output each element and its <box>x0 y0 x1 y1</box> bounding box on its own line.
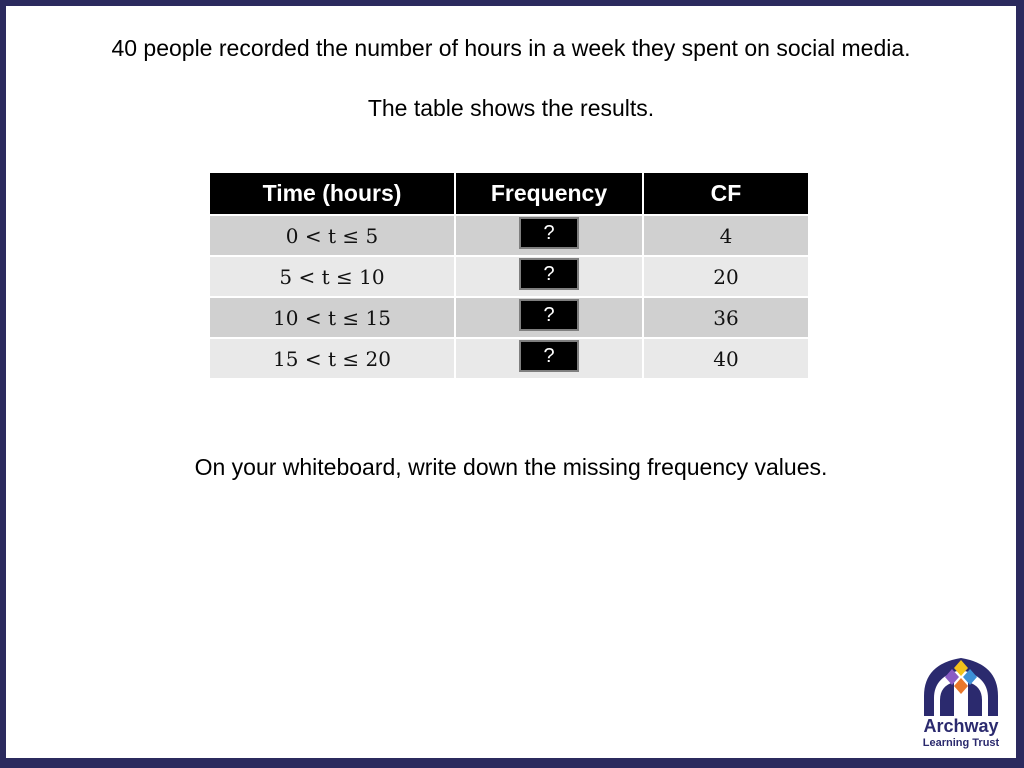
table-row <box>209 215 809 256</box>
frequency-cell <box>455 256 643 297</box>
table-row <box>209 297 809 338</box>
subtitle-text: The table shows the results. <box>367 95 655 121</box>
frequency-cell <box>455 297 643 338</box>
logo-wordmark: Archway <box>923 716 999 736</box>
time-cell: 0 < t ≤ 5 <box>209 215 455 256</box>
hidden-answer-box[interactable]: ? <box>519 340 579 372</box>
cf-cell: 36 <box>643 297 809 338</box>
hidden-answer-box[interactable]: ? <box>519 217 579 249</box>
intro-text: 40 people recorded the number of hours in a week they spent on social media. <box>111 35 911 61</box>
hidden-answer-box[interactable]: ? <box>519 258 579 290</box>
hidden-answer-box[interactable]: ? <box>519 299 579 331</box>
time-cell: 15 < t ≤ 20 <box>209 338 455 379</box>
time-cell: 5 < t ≤ 10 <box>209 256 455 297</box>
time-cell: 10 < t ≤ 15 <box>209 297 455 338</box>
frequency-cell <box>455 215 643 256</box>
logo-tagline: Learning Trust <box>922 737 1000 749</box>
header-frequency: Frequency <box>455 173 643 215</box>
arch-icon <box>918 654 1004 718</box>
table-row <box>209 256 809 297</box>
table-header-row <box>209 173 809 215</box>
header-time: Time (hours) <box>209 173 455 215</box>
cf-cell: 40 <box>643 338 809 379</box>
frequency-cell <box>455 338 643 379</box>
archway-logo <box>918 654 1004 754</box>
slide <box>6 6 1016 758</box>
header-cf: CF <box>643 173 809 215</box>
instruction-text: On your whiteboard, write down the missing frequency values. <box>194 454 828 480</box>
table-row <box>209 338 809 379</box>
frequency-table <box>208 173 810 380</box>
cf-cell: 4 <box>643 215 809 256</box>
cf-cell: 20 <box>643 256 809 297</box>
